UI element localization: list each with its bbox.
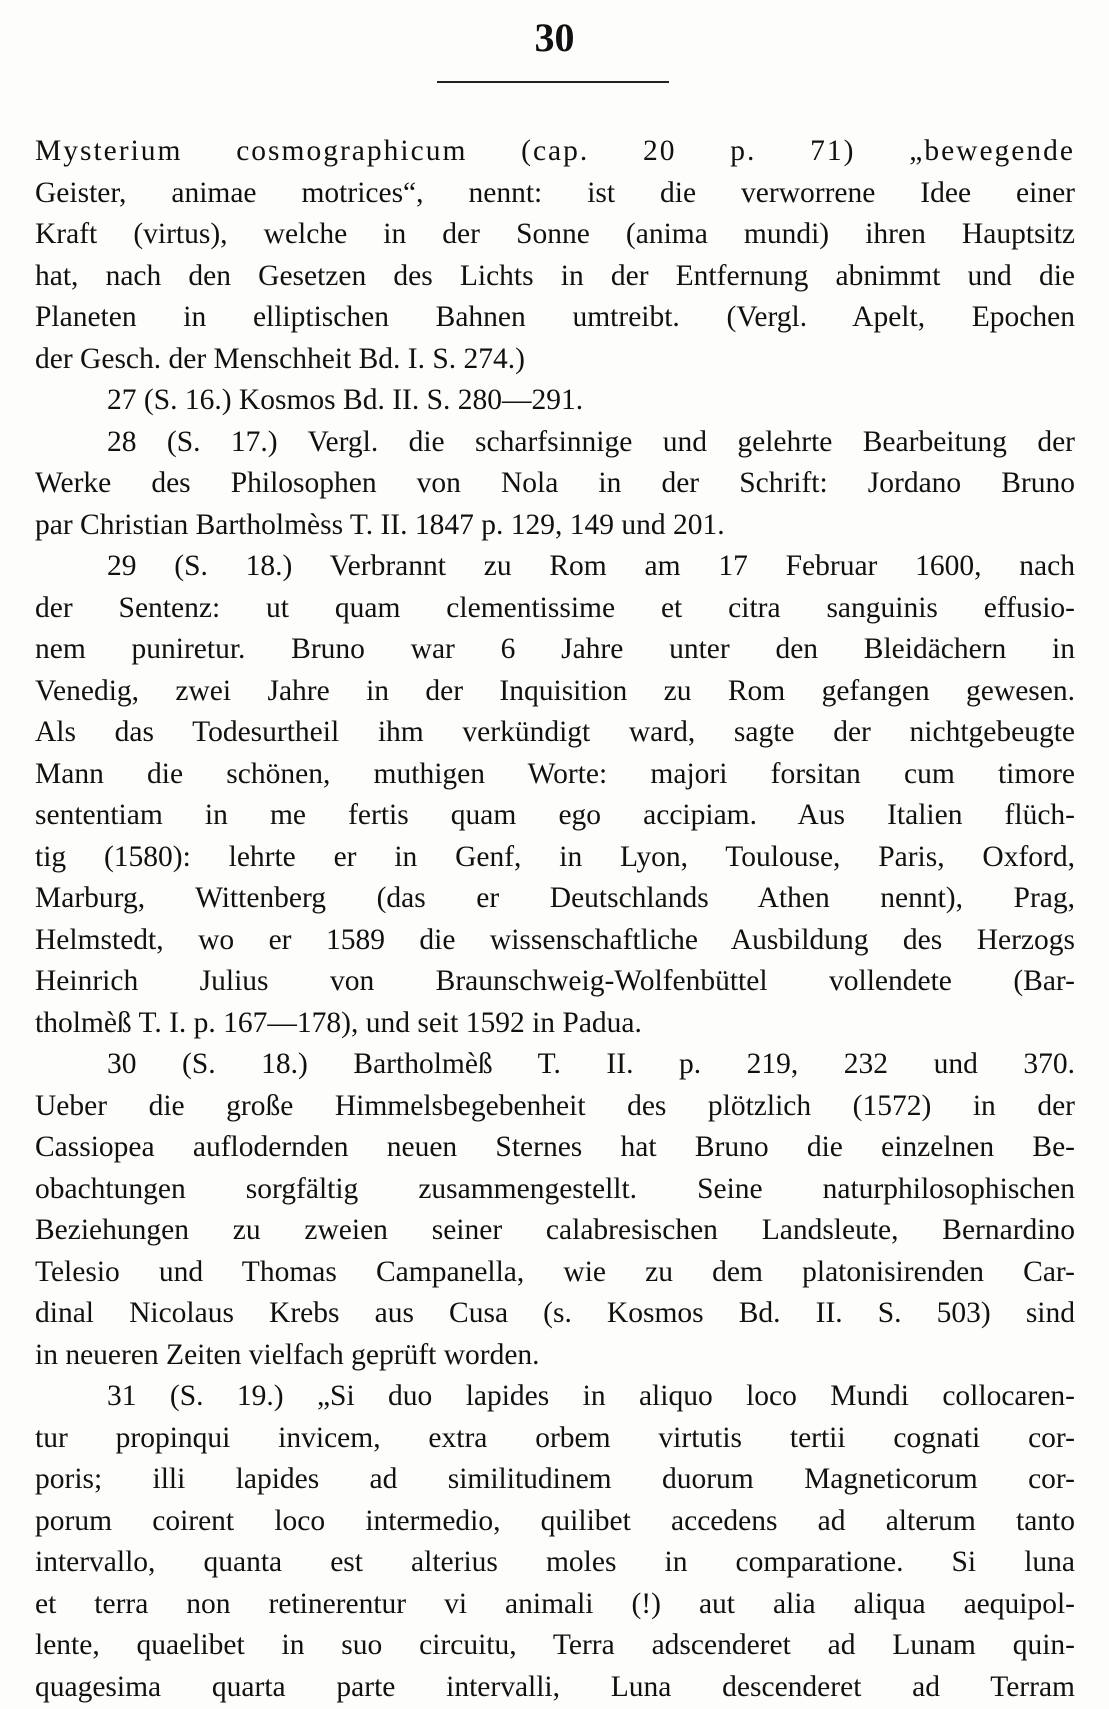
- header-rule: [437, 81, 669, 83]
- text-line: Telesio und Thomas Campanella, wie zu dem platonisirenden Car-: [35, 1255, 1075, 1288]
- footnote-29: 29 (S. 18.) Verbrannt zu Rom am 17 Februar 1600, nach: [107, 550, 1075, 582]
- text-line: dinal Nicolaus Krebs aus Cusa (s. Kosmos Bd. II. S. 503) sind: [35, 1297, 1075, 1329]
- text-line: poris; illi lapides ad similitudinem duorum Magneticorum cor-: [35, 1463, 1075, 1495]
- text-line: Als das Todesurtheil ihm verkündigt ward, sagte der nichtgebeugte: [35, 716, 1075, 748]
- text-line: tig (1580): lehrte er in Genf, in Lyon, Toulouse, Paris, Oxford,: [35, 840, 1075, 873]
- text-line: nem puniretur. Bruno war 6 Jahre unter den Bleidächern in: [35, 633, 1075, 665]
- text-line: sententiam in me fertis quam ego accipiam. Aus Italien flüch-: [35, 799, 1075, 831]
- text-line: Marburg, Wittenberg (das er Deutschlands Athen nennt), Prag,: [35, 882, 1075, 914]
- text-line: Helmstedt, wo er 1589 die wissenschaftliche Ausbildung des Herzogs: [35, 923, 1075, 956]
- text-line: Mann die schönen, muthigen Worte: majori forsitan cum timore: [35, 757, 1075, 790]
- text-line: tholmèß T. I. p. 167—178), und seit 1592 in Padua.: [35, 1006, 642, 1039]
- text-line: Werke des Philosophen von Nola in der Schrift: Jordano Bruno: [35, 467, 1075, 499]
- text-line: et terra non retinerentur vi animali (!) aut alia aliqua aequipol-: [35, 1587, 1075, 1620]
- text-line: Beziehungen zu zweien seiner calabresischen Landsleute, Bernardino: [35, 1214, 1075, 1246]
- text-line: Mysterium cosmographicum (cap. 20 p. 71) „bewegende: [35, 135, 1075, 167]
- page-body: [35, 131, 1075, 1708]
- text-line: der Sentenz: ut quam clementissime et citra sanguinis effusio-: [35, 591, 1075, 624]
- text-line: Kraft (virtus), welche in der Sonne (anima mundi) ihren Hauptsitz: [35, 218, 1075, 250]
- footnote-31: 31 (S. 19.) „Si duo lapides in aliquo loco Mundi collocaren-: [107, 1380, 1075, 1412]
- text-line: par Christian Bartholmèss T. II. 1847 p. 129, 149 und 201.: [35, 508, 725, 541]
- text-line: quagesima quarta parte intervalli, Luna descenderet ad Terram: [35, 1670, 1075, 1703]
- text-line: lente, quaelibet in suo circuitu, Terra adscenderet ad Lunam quin-: [35, 1629, 1075, 1661]
- footnote-27: 27 (S. 16.) Kosmos Bd. II. S. 280—291.: [107, 384, 584, 416]
- footnote-30: 30 (S. 18.) Bartholmèß T. II. p. 219, 232 und 370.: [107, 1048, 1075, 1080]
- page-number: 30: [534, 15, 575, 60]
- text-line: in neueren Zeiten vielfach geprüft worden.: [35, 1338, 540, 1371]
- text-line: porum coirent loco intermedio, quilibet accedens ad alterum tanto: [35, 1504, 1075, 1537]
- text-line: Planeten in elliptischen Bahnen umtreibt. (Vergl. Apelt, Epochen: [35, 301, 1075, 333]
- text-line: obachtungen sorgfältig zusammengestellt. Seine naturphilosophischen: [35, 1172, 1075, 1205]
- footnote-28: 28 (S. 17.) Vergl. die scharfsinnige und gelehrte Bearbeitung der: [107, 425, 1075, 458]
- text-line: tur propinqui invicem, extra orbem virtutis tertii cognati cor-: [35, 1421, 1075, 1454]
- text-line: Cassiopea auflodernden neuen Sternes hat Bruno die einzelnen Be-: [35, 1131, 1075, 1163]
- text-line: der Gesch. der Menschheit Bd. I. S. 274.): [35, 342, 525, 375]
- text-line: intervallo, quanta est alterius moles in comparatione. Si luna: [35, 1546, 1075, 1578]
- text-line: Ueber die große Himmelsbegebenheit des plötzlich (1572) in der: [35, 1089, 1075, 1122]
- text-line: Heinrich Julius von Braunschweig-Wolfenbüttel vollendete (Bar-: [35, 965, 1075, 997]
- text-line: Venedig, zwei Jahre in der Inquisition zu Rom gefangen gewesen.: [35, 674, 1075, 707]
- text-line: hat, nach den Gesetzen des Lichts in der Entfernung abnimmt und die: [35, 259, 1075, 292]
- text-line: Geister, animae motrices“, nennt: ist die verworrene Idee einer: [35, 176, 1075, 209]
